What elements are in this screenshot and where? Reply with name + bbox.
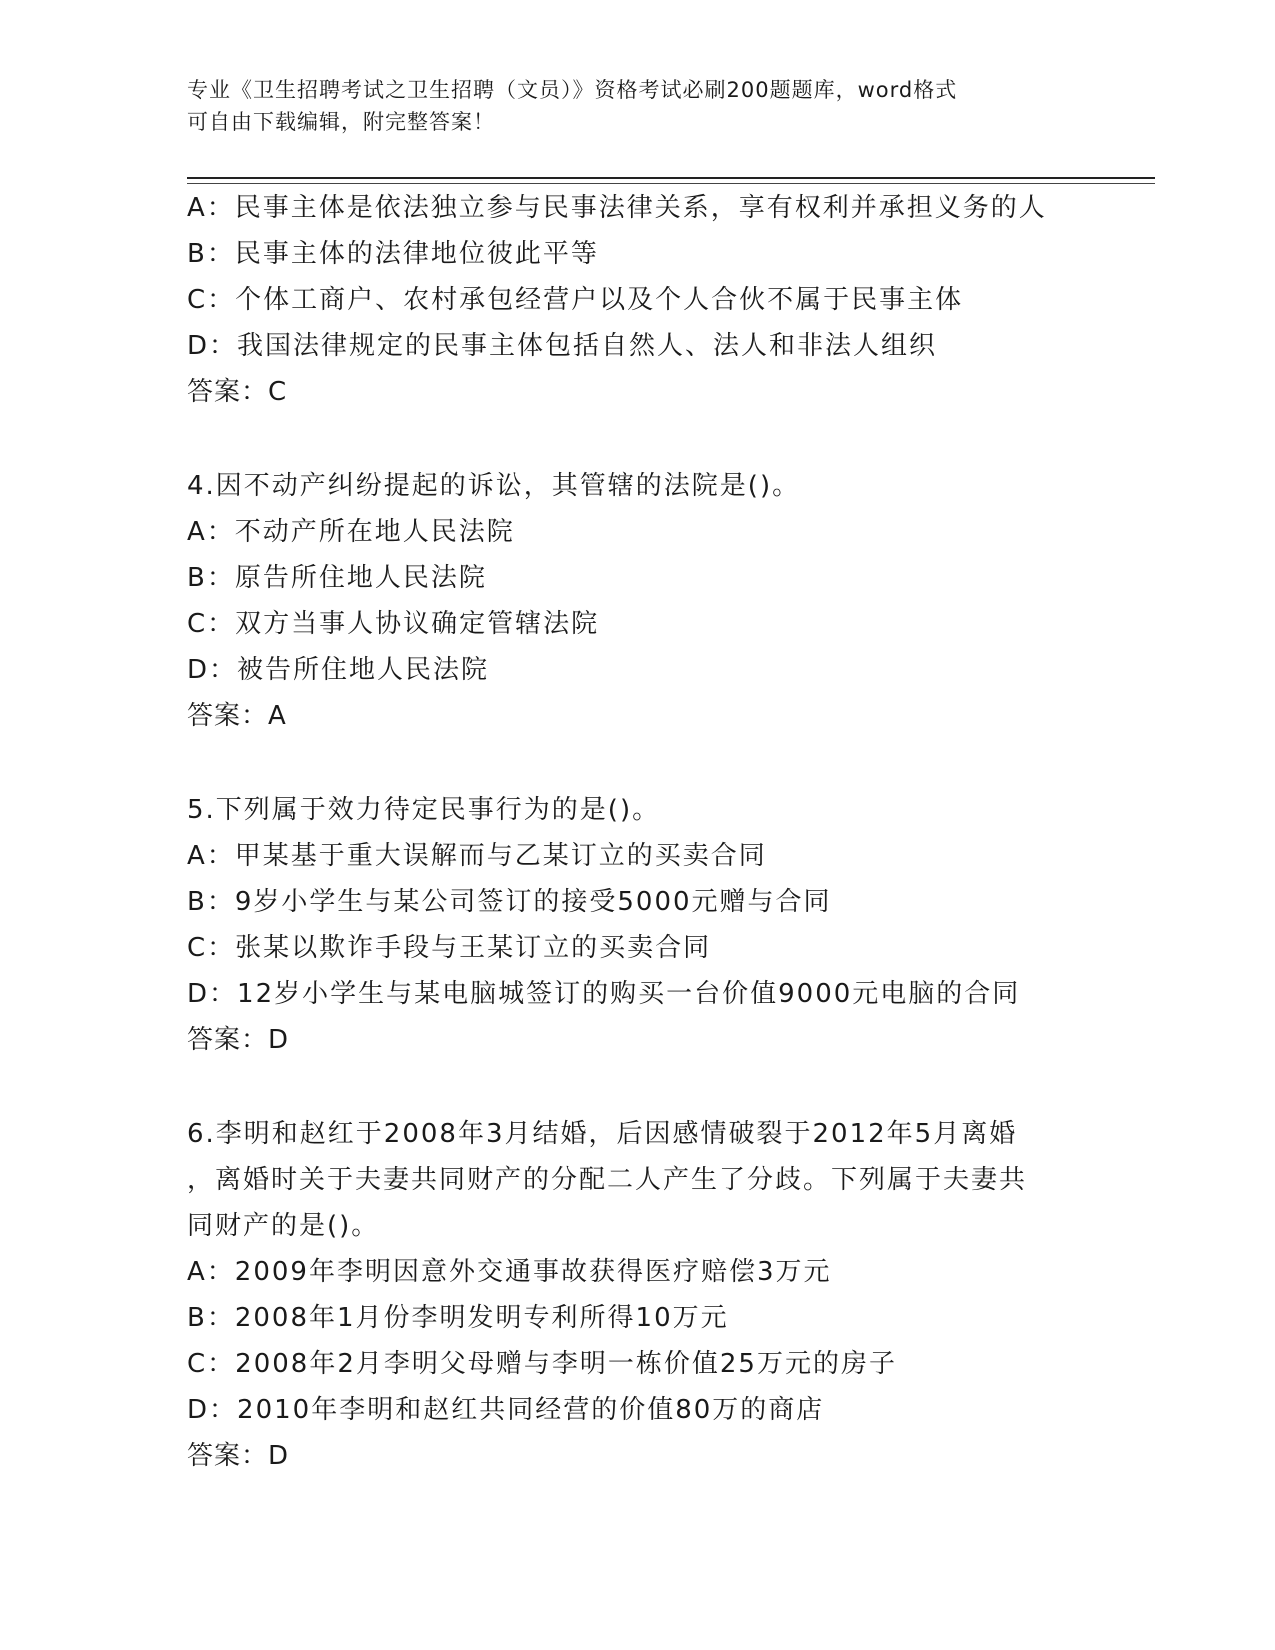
option-d: D：2010年李明和赵红共同经营的价值80万的商店 bbox=[187, 1395, 825, 1425]
option-c: C：2008年2月李明父母赠与李明一栋价值25万元的房子 bbox=[187, 1349, 897, 1379]
option-b: B：民事主体的法律地位彼此平等 bbox=[187, 239, 599, 269]
option-a: A：甲某基于重大误解而与乙某订立的买卖合同 bbox=[187, 841, 767, 871]
option-b: B：原告所住地人民法院 bbox=[187, 563, 487, 593]
question-6 bbox=[187, 1111, 1087, 1479]
option-d: D：12岁小学生与某电脑城签订的购买一台价值9000元电脑的合同 bbox=[187, 979, 1021, 1009]
header-divider-thin bbox=[187, 183, 1155, 184]
question-list bbox=[187, 185, 1087, 1479]
option-a: A：民事主体是依法独立参与民事法律关系，享有权利并承担义务的人 bbox=[187, 193, 1047, 223]
answer-line: 答案：A bbox=[187, 701, 287, 731]
option-b: B：2008年1月份李明发明专利所得10万元 bbox=[187, 1303, 729, 1333]
option-c: C：个体工商户、农村承包经营户以及个人合伙不属于民事主体 bbox=[187, 285, 964, 315]
question-stem: 5.下列属于效力待定民事行为的是()。 bbox=[187, 795, 661, 825]
question-stem-line-1: 6.李明和赵红于2008年3月结婚，后因感情破裂于2012年5月离婚 bbox=[187, 1119, 1018, 1149]
question-stem: 4.因不动产纠纷提起的诉讼，其管辖的法院是()。 bbox=[187, 471, 801, 501]
option-a: A：不动产所在地人民法院 bbox=[187, 517, 515, 547]
answer-line: 答案：D bbox=[187, 1441, 290, 1471]
answer-line: 答案：D bbox=[187, 1025, 290, 1055]
question-stem-line-3: 同财产的是()。 bbox=[187, 1211, 380, 1241]
document-header bbox=[187, 74, 1067, 138]
header-divider-thick bbox=[187, 177, 1155, 179]
option-d: D：我国法律规定的民事主体包括自然人、法人和非法人组织 bbox=[187, 331, 938, 361]
option-b: B：9岁小学生与某公司签订的接受5000元赠与合同 bbox=[187, 887, 832, 917]
option-c: C：双方当事人协议确定管辖法院 bbox=[187, 609, 600, 639]
question-stem-line-2: ，离婚时关于夫妻共同财产的分配二人产生了分歧。下列属于夫妻共 bbox=[187, 1165, 1028, 1195]
question-3 bbox=[187, 185, 1087, 415]
header-title-line-2: 可自由下载编辑，附完整答案！ bbox=[187, 110, 495, 134]
option-d: D：被告所住地人民法院 bbox=[187, 655, 490, 685]
answer-line: 答案：C bbox=[187, 377, 288, 407]
question-4 bbox=[187, 463, 1087, 739]
header-title-line-1: 专业《卫生招聘考试之卫生招聘（文员）》资格考试必刷200题题库，word格式 bbox=[187, 78, 958, 102]
question-5 bbox=[187, 787, 1087, 1063]
option-c: C：张某以欺诈手段与王某订立的买卖合同 bbox=[187, 933, 712, 963]
option-a: A：2009年李明因意外交通事故获得医疗赔偿3万元 bbox=[187, 1257, 832, 1287]
